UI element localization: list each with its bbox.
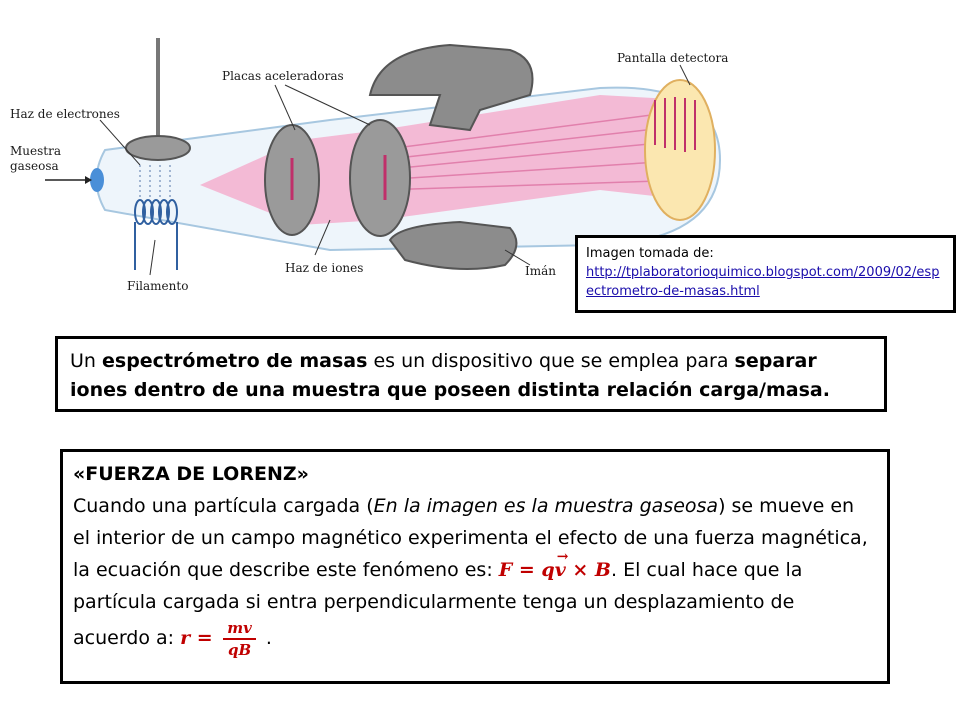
label-placas: Placas aceleradoras [222, 69, 344, 83]
intro-bold-2: separar iones dentro de una muestra que poseen distinta relación carga/masa. [70, 350, 830, 401]
lorentz-italic: En la imagen es la muestra gaseosa [373, 495, 719, 517]
label-filamento: Filamento [127, 279, 189, 293]
label-muestra: Muestra [10, 144, 61, 158]
label-haz-electrones: Haz de electrones [10, 107, 120, 121]
intro-text-2: es un dispositivo que se emplea para [367, 350, 735, 372]
credit-prefix: Imagen tomada de: [586, 246, 714, 261]
fraction-numerator: mv [223, 618, 256, 640]
equation-radius [180, 619, 260, 659]
label-pantalla: Pantalla detectora [617, 51, 729, 65]
intro-text-1: Un [70, 350, 102, 372]
intro-bold-1: espectrómetro de masas [102, 350, 368, 372]
eq-q: q [541, 559, 555, 581]
accelerator-plate-2 [350, 120, 410, 236]
label-haz-iones: Haz de iones [285, 261, 364, 275]
electron-plate [126, 136, 190, 160]
lorentz-text-2: ) se mueve en el interior de un campo magnético experimenta el efecto de una fuerza magnética, la ecuación que describe este fenómeno es: [73, 495, 868, 581]
lorentz-text-1: Cuando una partícula cargada ( [73, 495, 374, 517]
eq-v: → v [555, 554, 566, 586]
lorentz-force-box [60, 449, 890, 684]
lorentz-title: «FUERZA DE LORENZ» [73, 463, 309, 485]
eq-times: × [565, 559, 595, 581]
eq-B: B [594, 559, 611, 581]
label-gaseosa: gaseosa [10, 159, 59, 173]
gas-inlet [90, 168, 104, 192]
lorentz-end: . [259, 627, 272, 649]
image-credit-box [575, 235, 956, 313]
eq-F: F [498, 559, 513, 581]
eq-r: r [180, 627, 191, 649]
magnet-bottom [390, 222, 516, 269]
radius-fraction [223, 618, 256, 660]
label-iman: Imán [525, 264, 557, 278]
equation-force [499, 559, 611, 581]
eq-equals: = [512, 559, 542, 581]
eq-r-equals: = [190, 627, 220, 649]
definition-box [55, 336, 887, 412]
fraction-denominator: qB [227, 641, 252, 659]
lorentz-text-3: . El cual hace que la partícula cargada si entra perpendicularmente tenga un desplazamiento de acuerdo a: [73, 559, 803, 649]
credit-link[interactable]: http://tplaboratorioquimico.blogspot.com/2009/02/espectrometro-de-masas.html [586, 265, 940, 299]
